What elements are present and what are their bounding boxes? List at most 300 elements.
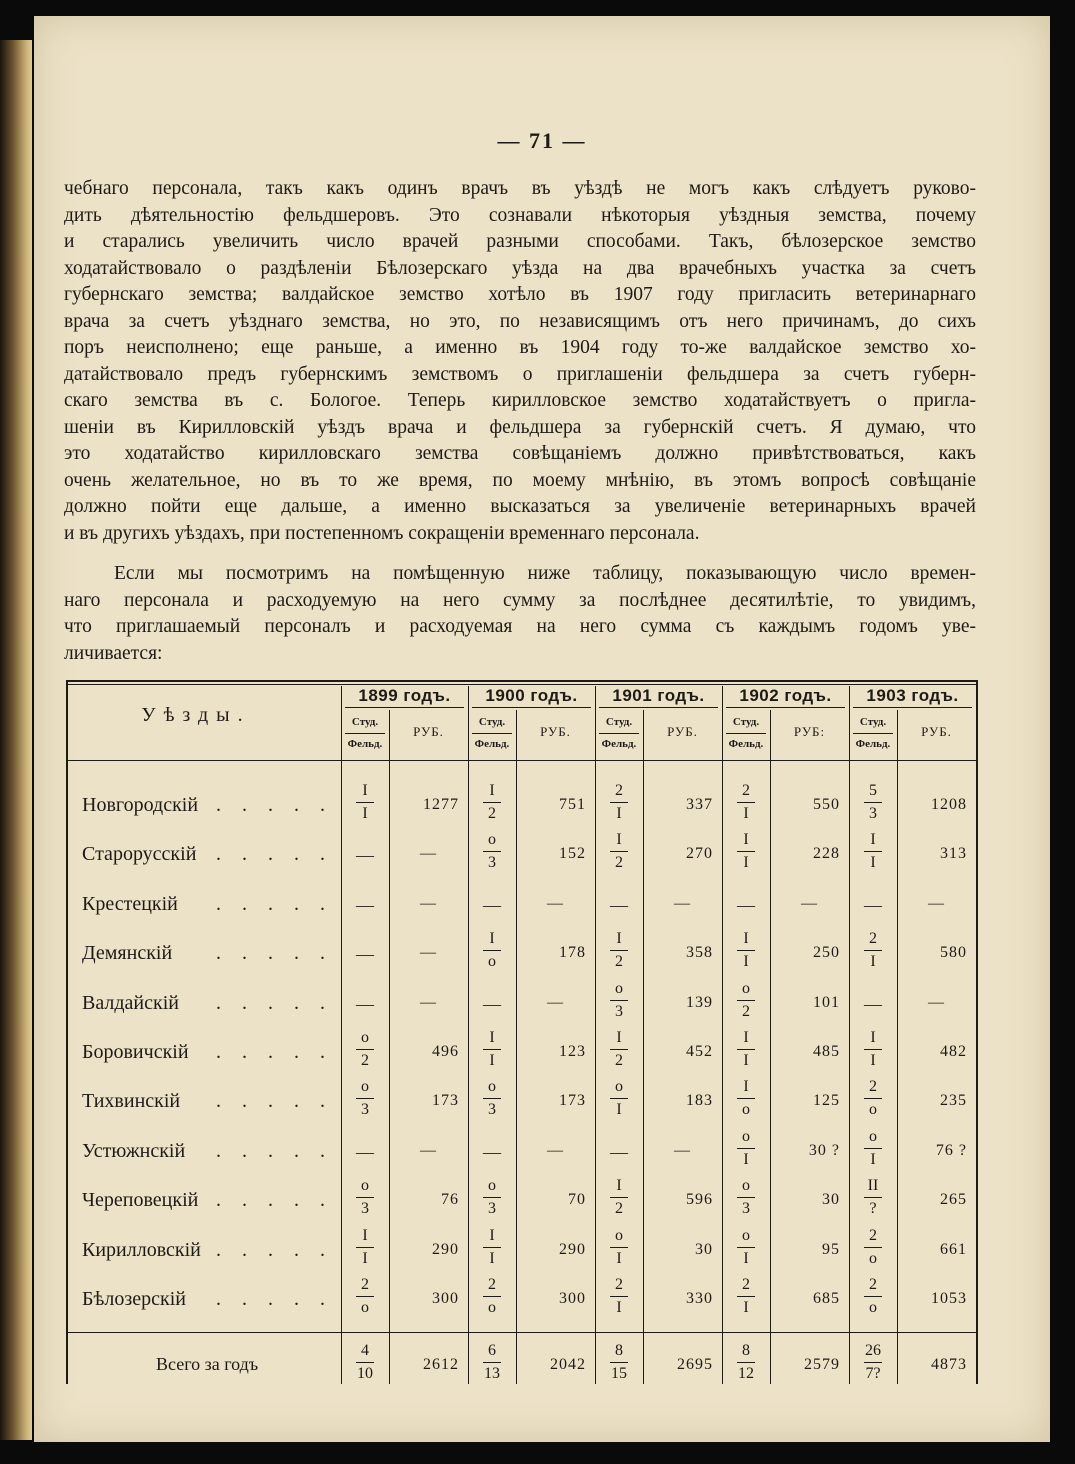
empty-dash: — — [420, 993, 437, 1011]
empty-dash: — — [356, 944, 374, 965]
staff-fraction — [849, 1078, 897, 1119]
rubles-amount: 2579 — [804, 1356, 840, 1373]
feldshers-count: I — [743, 1052, 749, 1069]
leader-dots: . . . . . — [216, 892, 333, 915]
district-name: Череповецкiй — [82, 1189, 199, 1212]
students-count: 2 — [869, 1226, 877, 1244]
rubles-amount: 173 — [432, 1092, 459, 1110]
rubles-amount: 313 — [940, 845, 967, 863]
staff-fraction — [341, 1078, 389, 1119]
stud-header: Студ. — [732, 716, 760, 728]
rubles-amount: 1277 — [423, 796, 459, 813]
feldshers-count: 3 — [869, 805, 877, 822]
stud-header: Студ. — [478, 716, 506, 728]
staff-fraction — [849, 1227, 897, 1268]
feldshers-count: I — [743, 953, 749, 971]
fraction-bar — [737, 1247, 755, 1248]
empty-dash: — — [356, 894, 374, 915]
year-header: 1901 годъ. — [612, 686, 705, 705]
stud-header: Студ. — [605, 716, 633, 728]
empty-dash: — — [547, 993, 564, 1011]
staff-fraction — [468, 1029, 516, 1070]
empty-dash: — — [356, 845, 374, 866]
rubles-amount: 2695 — [677, 1356, 713, 1373]
table-top-rule-2 — [66, 684, 978, 685]
empty-dash: — — [674, 1141, 691, 1159]
statistics-table — [66, 680, 978, 1390]
rub-header: РУБ: — [793, 724, 826, 739]
feldshers-count: I — [489, 1052, 495, 1069]
students-count: 2 — [869, 930, 877, 948]
total-label: Всего за годъ — [156, 1354, 259, 1374]
fraction-bar — [864, 1148, 882, 1149]
students-count: 4 — [361, 1342, 369, 1359]
rubles-amount: 30 ? — [808, 1141, 840, 1159]
students-count: o — [361, 1078, 369, 1096]
staff-fraction — [849, 1128, 897, 1169]
page-number: — 71 — — [497, 128, 587, 153]
fraction-bar — [864, 1098, 882, 1099]
text-line: очень желательное, но въ то же время, по моему мнѣнiю, въ этомъ вопросѣ совѣщанiе — [64, 469, 976, 491]
leader-dots: . . . . . — [216, 942, 333, 965]
staff-fraction — [595, 1177, 643, 1218]
fraction-bar — [737, 1197, 755, 1198]
fraction-bar — [737, 1362, 755, 1363]
empty-dash: — — [420, 944, 437, 962]
paragraph-2 — [64, 561, 976, 667]
staff-fraction — [722, 831, 770, 872]
year-header: 1899 годъ. — [358, 686, 451, 705]
students-count: II — [867, 1177, 879, 1195]
fraction-bar — [737, 1049, 755, 1050]
text-line: дить дѣятельностiю фельдшеровъ. Это сознавали нѣкоторыя уѣздныя земства, почему — [64, 204, 976, 226]
book-spine — [0, 40, 32, 1440]
students-count: 2 — [869, 1078, 877, 1096]
staff-fraction — [341, 782, 389, 823]
staff-fraction — [595, 1029, 643, 1070]
stud-feld-rule — [345, 733, 385, 734]
text-line: личивается: — [64, 642, 163, 664]
empty-dash: — — [420, 1141, 437, 1159]
students-count: o — [488, 1177, 496, 1195]
feldshers-count: I — [870, 1150, 876, 1168]
rubles-amount: 123 — [559, 1043, 586, 1060]
feldshers-count: 13 — [484, 1365, 500, 1382]
empty-dash: — — [801, 894, 818, 912]
text-line: шенiи въ Кирилловскiй уѣздъ врача и фельдшера за губернскiй счетъ. Я думаю, что — [64, 416, 976, 438]
students-count: I — [870, 831, 876, 849]
fraction-bar — [864, 1049, 882, 1050]
staff-fraction — [595, 782, 643, 823]
feldshers-count: 3 — [488, 1200, 496, 1218]
staff-fraction — [468, 930, 516, 971]
students-count: 2 — [488, 1276, 496, 1293]
feldshers-count: ? — [869, 1200, 877, 1218]
staff-fraction — [722, 1276, 770, 1317]
staff-fraction — [595, 1078, 643, 1119]
leader-dots: . . . . . — [216, 1288, 333, 1310]
empty-dash: — — [864, 894, 882, 915]
district-name: Кирилловскiй — [82, 1238, 201, 1261]
students-count: o — [488, 1078, 496, 1096]
feldshers-count: I — [870, 854, 876, 872]
rubles-amount: 2612 — [423, 1356, 459, 1373]
feldshers-count: I — [870, 1052, 876, 1069]
fraction-bar — [610, 1000, 628, 1001]
year-header: 1902 годъ. — [739, 686, 832, 705]
feld-header: Фельд. — [728, 738, 764, 750]
students-count: I — [489, 782, 495, 799]
staff-fraction — [468, 1078, 516, 1119]
rubles-amount: 1053 — [931, 1290, 967, 1307]
rubles-amount: 485 — [813, 1043, 840, 1060]
fraction-bar — [483, 950, 501, 951]
fraction-bar — [737, 851, 755, 852]
text-line: Если мы посмотримъ на помѣщенную ниже таблицу, показывающую число времен- — [114, 563, 976, 584]
staff-fraction — [595, 930, 643, 971]
feldshers-count: o — [869, 1101, 877, 1119]
fraction-bar — [610, 802, 628, 803]
rubles-amount: 76 ? — [935, 1141, 967, 1159]
students-count: 2 — [615, 1276, 623, 1293]
students-count: 8 — [742, 1342, 750, 1359]
staff-fraction — [468, 782, 516, 823]
district-name: Устюжнскiй — [82, 1139, 186, 1162]
students-count: 2 — [615, 782, 623, 799]
feldshers-count: o — [488, 953, 496, 971]
students-count: I — [362, 1226, 368, 1244]
rubles-amount: 290 — [559, 1240, 586, 1258]
rubles-amount: 265 — [940, 1191, 967, 1209]
fraction-bar — [483, 1197, 501, 1198]
fraction-bar — [483, 1247, 501, 1248]
rubles-amount: 330 — [686, 1290, 713, 1307]
rubles-amount: 452 — [686, 1043, 713, 1060]
students-count: I — [743, 1078, 749, 1096]
empty-dash: — — [356, 1141, 374, 1162]
feldshers-count: 2 — [615, 1200, 623, 1218]
district-name: Валдайскiй — [82, 991, 179, 1014]
feldshers-count: 3 — [488, 854, 496, 872]
empty-dash: — — [928, 894, 945, 912]
text-line: губернскаго земства; валдайское земство хотѣло въ 1907 году пригласить ветеринарнаго — [64, 284, 976, 305]
column-header-districts: Уѣзды. — [141, 704, 251, 726]
text-line: что приглашаемый персоналъ и расходуемая на него сумма съ каждымъ годомъ уве- — [64, 616, 976, 637]
staff-fraction — [849, 1342, 897, 1383]
total-top-rule — [66, 1332, 978, 1333]
header-bottom-rule — [66, 760, 978, 761]
fraction-bar — [483, 802, 501, 803]
leader-dots: . . . . . — [216, 1139, 333, 1162]
rubles-amount: 152 — [559, 845, 586, 863]
feldshers-count: 12 — [738, 1365, 754, 1382]
feldshers-count: I — [616, 1299, 622, 1316]
rubles-amount: 235 — [940, 1092, 967, 1110]
students-count: 2 — [869, 1276, 877, 1293]
feldshers-count: I — [616, 1101, 622, 1119]
rubles-amount: 751 — [559, 796, 586, 813]
fraction-bar — [483, 851, 501, 852]
rubles-amount: 270 — [686, 845, 713, 863]
students-count: I — [616, 1029, 622, 1046]
rubles-amount: 358 — [686, 944, 713, 962]
rub-header: РУБ. — [667, 724, 698, 739]
staff-fraction — [341, 1177, 389, 1218]
book-page — [34, 16, 1050, 1442]
feldshers-count: I — [362, 1249, 368, 1267]
empty-dash: — — [610, 894, 628, 915]
rubles-amount: 95 — [822, 1240, 840, 1258]
staff-fraction — [468, 1227, 516, 1268]
feldshers-count: I — [743, 854, 749, 872]
paragraph-1 — [64, 176, 976, 547]
leader-dots: . . . . . — [216, 1041, 333, 1063]
table-right-rule — [976, 680, 978, 1384]
feldshers-count: 2 — [488, 805, 496, 822]
staff-fraction — [595, 980, 643, 1021]
students-count: o — [488, 831, 496, 849]
students-count: 8 — [615, 1342, 623, 1359]
students-count: I — [489, 1029, 495, 1046]
year-underline — [853, 707, 972, 708]
rubles-amount: 300 — [559, 1290, 586, 1307]
empty-dash: — — [420, 845, 437, 863]
students-count: I — [743, 831, 749, 849]
feldshers-count: I — [743, 805, 749, 822]
stud-feld-rule — [472, 733, 512, 734]
year-header: 1903 годъ. — [866, 686, 959, 705]
fraction-bar — [864, 950, 882, 951]
empty-dash: — — [928, 993, 945, 1011]
rubles-amount: 661 — [940, 1240, 967, 1258]
fraction-bar — [864, 1197, 882, 1198]
rubles-amount: 178 — [559, 944, 586, 962]
rubles-amount: 139 — [686, 993, 713, 1011]
feldshers-count: 3 — [361, 1101, 369, 1119]
rubles-amount: 76 — [441, 1191, 459, 1209]
district-name: Демянскiй — [82, 942, 173, 965]
fraction-bar — [610, 950, 628, 951]
district-name: Боровичскiй — [82, 1041, 189, 1063]
text-line: чебнаго персонала, такъ какъ одинъ врачъ въ уѣздѣ не могъ какъ слѣдуетъ руково- — [64, 178, 976, 199]
rubles-amount: 4873 — [931, 1356, 967, 1373]
staff-fraction — [468, 1177, 516, 1218]
table-left-rule — [66, 680, 68, 1384]
text-line: и старались увеличить число врачей разными способами. Такъ, бѣлозерское земство — [64, 231, 976, 252]
staff-fraction — [849, 930, 897, 971]
staff-fraction — [722, 1177, 770, 1218]
fraction-bar — [483, 1098, 501, 1099]
text-line: и въ другихъ уѣздахъ, при постепенномъ сокращенiи временнаго персонала. — [64, 522, 700, 544]
empty-dash: — — [547, 1141, 564, 1159]
fraction-bar — [610, 1197, 628, 1198]
district-name: Новгородскiй — [82, 794, 199, 816]
year-underline — [726, 707, 845, 708]
fraction-bar — [610, 851, 628, 852]
empty-dash: — — [547, 894, 564, 912]
stud-feld-rule — [599, 733, 639, 734]
leader-dots: . . . . . — [216, 991, 333, 1014]
feldshers-count: 15 — [611, 1365, 627, 1382]
staff-fraction — [849, 831, 897, 872]
students-count: o — [742, 979, 750, 997]
stud-feld-rule — [853, 733, 893, 734]
rubles-amount: 300 — [432, 1290, 459, 1307]
text-line: это ходатайство кирилловскаго земства совѣщанiемъ должно привѣтствоваться, какъ — [64, 443, 976, 464]
rubles-amount: 550 — [813, 796, 840, 813]
year-underline — [345, 707, 464, 708]
empty-dash: — — [864, 993, 882, 1014]
text-line: врача за счетъ уѣзднаго земства, но это, по независящимъ отъ него причинамъ, до сихъ — [64, 310, 976, 332]
staff-fraction — [722, 1078, 770, 1119]
empty-dash: — — [483, 993, 501, 1014]
text-line: скаго земства въ с. Бологое. Теперь кирилловское земство ходатайствуетъ о пригла- — [64, 390, 976, 411]
fraction-bar — [864, 1296, 882, 1297]
text-line: должно пойти еще дальше, а именно высказаться за увеличенiе ветеринарныхъ врачей — [64, 496, 976, 517]
students-count: o — [361, 1177, 369, 1195]
students-count: I — [489, 930, 495, 948]
fraction-bar — [737, 802, 755, 803]
empty-dash: — — [674, 894, 691, 912]
students-count: o — [361, 1029, 369, 1046]
fraction-bar — [483, 1049, 501, 1050]
fraction-bar — [356, 1362, 374, 1363]
staff-fraction — [341, 1029, 389, 1070]
staff-fraction — [722, 782, 770, 823]
rubles-amount: 101 — [813, 993, 840, 1011]
staff-fraction — [849, 782, 897, 823]
rubles-amount: 685 — [813, 1290, 840, 1307]
students-count: o — [742, 1127, 750, 1145]
fraction-bar — [864, 802, 882, 803]
rubles-amount: 30 — [822, 1191, 840, 1209]
staff-fraction — [341, 1342, 389, 1383]
feldshers-count: o — [869, 1299, 877, 1316]
students-count: I — [870, 1029, 876, 1046]
rubles-amount: 2042 — [550, 1356, 586, 1373]
fraction-bar — [356, 802, 374, 803]
fraction-bar — [864, 1247, 882, 1248]
fraction-bar — [356, 1247, 374, 1248]
fraction-bar — [610, 1362, 628, 1363]
staff-fraction — [722, 1342, 770, 1383]
rubles-amount: 70 — [568, 1191, 586, 1209]
fraction-bar — [610, 1098, 628, 1099]
rubles-amount: 482 — [940, 1043, 967, 1060]
fraction-bar — [610, 1049, 628, 1050]
stud-header: Студ. — [351, 716, 379, 728]
fraction-bar — [356, 1049, 374, 1050]
staff-fraction — [722, 930, 770, 971]
leader-dots: . . . . . — [216, 794, 333, 816]
fraction-bar — [737, 950, 755, 951]
feldshers-count: 2 — [361, 1052, 369, 1069]
year-underline — [472, 707, 591, 708]
students-count: I — [489, 1226, 495, 1244]
students-count: I — [616, 930, 622, 948]
stud-header: Студ. — [859, 716, 887, 728]
feldshers-count: 3 — [488, 1101, 496, 1119]
feldshers-count: 2 — [615, 1052, 623, 1069]
stud-feld-rule — [726, 733, 766, 734]
staff-fraction — [849, 1276, 897, 1317]
fraction-bar — [737, 1098, 755, 1099]
rubles-amount: 580 — [940, 944, 967, 962]
text-line: поръ неисполнено; еще раньше, а именно въ 1904 году то-же валдайское земство хо- — [64, 337, 976, 358]
fraction-bar — [483, 1362, 501, 1363]
fraction-bar — [483, 1296, 501, 1297]
feldshers-count: I — [870, 953, 876, 971]
year-underline — [599, 707, 718, 708]
table-top-rule — [66, 680, 978, 682]
rubles-amount: 228 — [813, 845, 840, 863]
students-count: I — [362, 782, 368, 799]
feldshers-count: o — [488, 1299, 496, 1316]
rubles-amount: 1208 — [931, 796, 967, 813]
students-count: I — [743, 1029, 749, 1046]
students-count: 5 — [869, 782, 877, 799]
empty-dash: — — [356, 993, 374, 1014]
staff-fraction — [722, 1227, 770, 1268]
feldshers-count: I — [616, 805, 622, 822]
feldshers-count: 2 — [742, 1002, 750, 1020]
rubles-amount: 250 — [813, 944, 840, 962]
feldshers-count: I — [743, 1249, 749, 1267]
feldshers-count: I — [616, 1249, 622, 1267]
feldshers-count: o — [361, 1299, 369, 1316]
feldshers-count: 2 — [615, 854, 623, 872]
fraction-bar — [737, 1296, 755, 1297]
students-count: 6 — [488, 1342, 496, 1359]
students-count: 26 — [865, 1342, 881, 1359]
feldshers-count: 10 — [357, 1365, 373, 1382]
staff-fraction — [341, 1276, 389, 1317]
leader-dots: . . . . . — [216, 1189, 333, 1212]
students-count: o — [869, 1127, 877, 1145]
rub-header: РУБ. — [540, 724, 571, 739]
rubles-amount: 173 — [559, 1092, 586, 1110]
fraction-bar — [864, 1362, 882, 1363]
rubles-amount: 30 — [695, 1240, 713, 1258]
fraction-bar — [737, 1148, 755, 1149]
students-count: o — [615, 1078, 623, 1096]
students-count: o — [742, 1177, 750, 1195]
empty-dash: — — [420, 894, 437, 912]
rubles-amount: 337 — [686, 796, 713, 813]
feldshers-count: 3 — [742, 1200, 750, 1218]
staff-fraction — [595, 1342, 643, 1383]
text-line: датайствовало предъ губернскимъ земствомъ о приглашенiи фельдшера за счетъ губерн- — [64, 363, 976, 385]
rub-header: РУБ. — [413, 724, 444, 739]
students-count: I — [616, 1177, 622, 1195]
staff-fraction — [341, 1227, 389, 1268]
students-count: o — [615, 1226, 623, 1244]
fraction-bar — [610, 1296, 628, 1297]
students-count: 2 — [742, 782, 750, 799]
rubles-amount: 183 — [686, 1092, 713, 1110]
feldshers-count: 7? — [865, 1365, 881, 1382]
students-count: I — [616, 831, 622, 849]
year-header: 1900 годъ. — [485, 686, 578, 705]
district-name: Старорусскiй — [82, 843, 197, 866]
rubles-amount: 290 — [432, 1240, 459, 1258]
district-name: Крестецкiй — [82, 892, 178, 915]
students-count: I — [743, 930, 749, 948]
fraction-bar — [356, 1197, 374, 1198]
rubles-amount: 596 — [686, 1191, 713, 1209]
feldshers-count: o — [742, 1101, 750, 1119]
feld-header: Фельд. — [601, 738, 637, 750]
